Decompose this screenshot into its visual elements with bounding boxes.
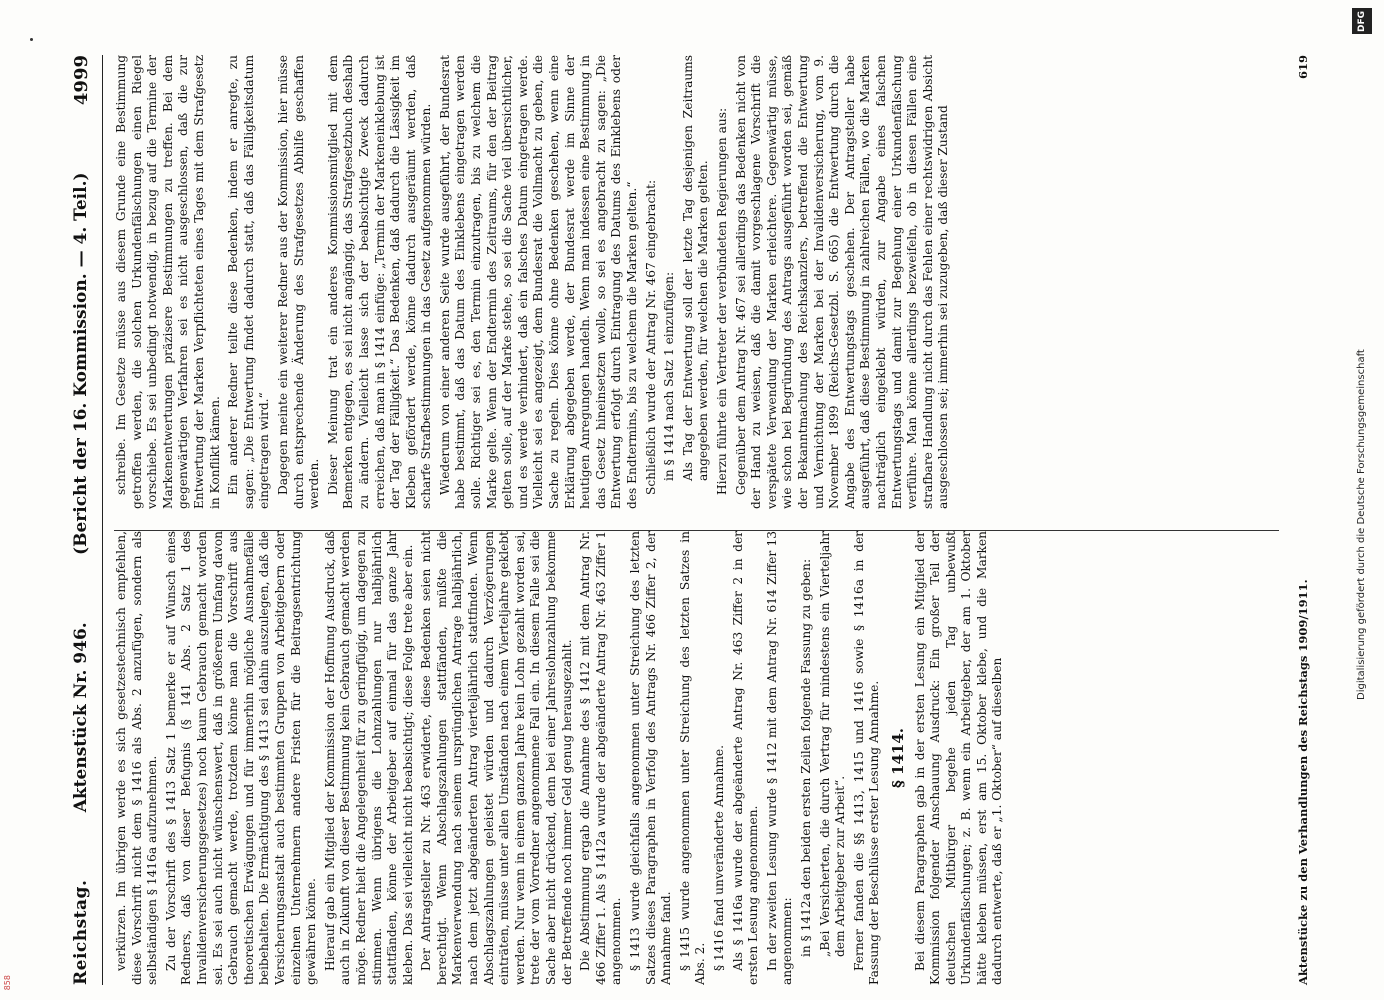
rotated-page-content [60, 55, 1330, 985]
section-heading: § 1414. [888, 727, 907, 789]
scan-speck [30, 38, 33, 41]
right-column-paragraph: schreibe. Im Gesetze müsse aus diesem Grunde eine Bestimmung getroffen werden, die solchen Urkundenfälschungen einen Riegel vorschiebe. Es sei unbedingt notwendig, in bezug auf die Termine der Markenentwertungen präzisere Bestimmungen zu treffen. Bei dem gegenwärtigen Verfahren sei es nicht ausgeschlossen, daß die zur Entwertung der Marken Verpflichteten eines Tages mit dem Strafgesetz in Konflikt kämen. [114, 55, 222, 509]
corner-stamp: 858 [3, 975, 12, 991]
left-column-paragraph: Als § 1416a wurde der abgeänderte Antrag Nr. 463 Ziffer 2 in der ersten Lesung angenommen. [730, 531, 761, 985]
right-column-paragraph: Ein anderer Redner teilte diese Bedenken, indem er anregte, zu sagen: „Die Entwertung findet dadurch statt, daß das Fälligkeitsdatum eingetragen wird.“ [226, 55, 272, 509]
left-column-paragraph: Die Abstimmung ergab die Annahme des § 1412 mit dem Antrag Nr. 466 Ziffer 1. Als § 1412a wurde der abgeänderte Antrag Nr. 463 Ziffer 1 angenommen. [578, 531, 624, 985]
left-column-paragraph: Bei diesem Paragraphen gab in der ersten Lesung ein Mitglied der Kommission folgender Anschauung Ausdruck: Ein großer Teil der deutschen Mitbürger begehe jeden Tag unbewußt Urkundenfälschungen; z. B. wenn ein Arbeitgeber, der am 1. Oktober hätte kleben müssen, erst am 15. Oktober klebe, und die Marken dadurch entwerte, daß er „1. Oktober“ auf dieselben [912, 531, 1005, 985]
text-columns [114, 55, 1279, 985]
column-separator [114, 530, 1279, 531]
left-column-paragraph: Ferner fanden die §§ 1413, 1415 und 1416 sowie § 1416a in der Fassung der Beschlüsse erster Lesung Annahme. [851, 531, 882, 985]
left-column-paragraph: verkürzen. Im übrigen werde es sich gesetzestechnisch empfehlen, diese Vorschrift nicht dem § 1416 als Abs. 2 anzufügen, sondern als selbständigen § 1416a aufzunehmen. [114, 531, 160, 985]
right-column [114, 55, 1279, 509]
header-title: (Bericht der 16. Kommission. — 4. Teil.) [71, 172, 91, 555]
right-column-paragraph: Gegenüber dem Antrag Nr. 467 sei allerdings das Bedenken nicht von der Hand zu weisen, daß die damit vorgeschlagene Vorschrift die verspätete Verwendung der Marken erleichtere. Gegenwärtig müsse, wie schon bei Begründung des Antrags ausgeführt worden sei, gemäß der Bekanntmachung des Reichskanzlers, betreffend die Entwertung und Vernichtung der Marken bei der Invalidenversicherung, vom 9. November 1899 (Reichs-Gesetzbl. S. 665) die Entwertung durch die Angabe des Entwertungstags geschehen. Der Antragsteller habe ausgeführt, daß diese Bestimmung in zahlreichen Fällen, wo die Marken nachträglich eingeklebt würden, zur Angabe eines falschen Entwertungstags und damit zur Begehung einer Urkundenfälschung verführe. Man könne allerdings bezweifeln, ob in diesen Fällen eine strafbare Handlung nicht durch das Fehlen einer rechtswidrigen Absicht ausgeschlossen sei; immerhin sei zuzugeben, daß dieser Zustand [733, 55, 951, 509]
right-column-paragraph: Hierzu führte ein Vertreter der verbündeten Regierungen aus: [714, 107, 729, 495]
page-header [60, 55, 103, 985]
footer-left: Aktenstücke zu den Verhandlungen des Reichstags 1909/1911. [1296, 579, 1310, 985]
right-column-paragraph: Als Tag der Entwertung soll der letzte Tag desjenigen Zeitraums angegeben werden, für welchen die Marken gelten. [680, 55, 711, 481]
left-column-paragraph: § 1413 wurde gleichfalls angenommen unter Streichung des letzten Satzes dieses Paragraphen in Verfolg des Antrags Nr. 466 Ziffer 2, der Annahme fand. [628, 531, 674, 985]
right-column-paragraph: Dieser Meinung trat ein anderes Kommissionsmitglied mit dem Bemerken entgegen, es sei nicht angängig, das Strafgesetzbuch deshalb zu ändern. Vielleicht lasse sich der beabsichtigte Zweck dadurch erreichen, daß man in § 1414 einfüge: „Termin der Markeneinklebung ist der Tag der Fälligkeit.“ Das Bedenken, daß dadurch die Lässigkeit im Kleben gefördert werde, könne dadurch ausgeräumt werden, daß scharfe Strafbestimmungen in das Gesetz aufgenommen würden. [325, 55, 434, 509]
left-column-paragraph: § 1415 wurde angenommen unter Streichung des letzten Satzes in Abs. 2. [677, 531, 708, 985]
left-column-paragraph: § 1416 fand unveränderte Annahme. [711, 745, 726, 971]
left-column-paragraph: Der Antragsteller zu Nr. 463 erwiderte, diese Bedenken seien nicht berechtigt. Wenn Abschlagszahlungen stattfänden, müßte die Markenverwendung nach seinem ursprünglichen Antrage halbjährlich, nach dem jetzt abgeänderten Antrag vierteljährlich stattfinden. Wenn Abschlagszahlungen geleistet würden und dadurch Verzögerungen einträten, müsse unter allen Umständen nach einem Vierteljahre geklebt werden. Nur wenn in einem ganzen Jahre kein Lohn gezahlt worden sei, trete der vom Vorredner angenommene Fall ein. In diesem Falle sei die Sache aber nicht drückend, denn bei einer Jahreslohnzahlung bekomme der Betreffende noch immer Geld genug herausgezahlt. [419, 531, 574, 985]
left-column-paragraph: Zu der Vorschrift des § 1413 Satz 1 bemerke er auf Wunsch eines Redners, daß von dieser Befugnis (§ 141 Abs. 2 Satz 1 des Invalidenversicherungsgesetzes) noch kaum Gebrauch gemacht worden sei. Es sei auch nicht wünschenswert, daß in größerem Umfang davon Gebrauch gemacht werde, trotzdem könne man die Vorschrift aus theoretischen Erwägungen und für immerhin mögliche Ausnahmefälle beibehalten. Die Ermächtigung des § 1413 sei dahin auszulegen, daß die Versicherungsanstalt auch bestimmten Gruppen von Arbeitgebern oder einzelnen Unternehmern andere Fristen für die Beitragsentrichtung gewähren könne. [163, 531, 319, 985]
left-column-paragraph: In der zweiten Lesung wurde § 1412 mit dem Antrag Nr. 614 Ziffer 13 angenommen: [764, 531, 795, 985]
header-left: Reichstag. [71, 879, 91, 985]
right-column-paragraph: Schließlich wurde der Antrag Nr. 467 eingebracht: [643, 179, 658, 495]
right-column-paragraph: in § 1414 nach Satz 1 einzufügen: [662, 271, 677, 481]
digitization-credit: Digitalisierung gefördert durch die Deutsche Forschungsgemeinschaft [1356, 349, 1367, 700]
right-column-paragraph: Wiederum von einer anderen Seite wurde ausgeführt, der Bundesrat habe bestimmt, daß das Datum des Einklebens eingetragen werden solle. Richtiger sei es, den Termin einzutragen, bis zu welchem die Marke gelte. Wenn der Endtermin des Zeitraums, für den der Beitrag gelten solle, auf der Marke stehe, so sei die Sache viel übersichtlicher, und es werde verhindert, daß ein falsches Datum eingetragen werde. Vielleicht sei es angezeigt, dem Bundesrat die Vollmacht zu geben, die Sache zu regeln. Dies könne ohne Bedenken geschehen, wenn eine Erklärung abgegeben werde, der Bundesrat werde im Sinne der heutigen Anregungen handeln. Wenn man indessen eine Bestimmung in das Gesetz hineinsetzen wolle, so sei es angebracht zu sagen: „Die Entwertung erfolgt durch Eintragung des Datums des Einklebens oder des Endtermins, bis zu welchem die Marken gelten.“ [437, 55, 639, 509]
left-column-paragraph: „Bei Versicherten, die durch Vertrag für mindestens ein Vierteljahr dem Arbeitgeber zur Arbeit“. [817, 531, 848, 957]
page-number: 4999 [70, 55, 92, 106]
footer-right: 619 [1296, 55, 1310, 80]
header-center: Aktenstück Nr. 946. [71, 622, 91, 813]
dfg-logo: DFG [1352, 8, 1372, 34]
left-column-paragraph: Hierauf gab ein Mitglied der Kommission der Hoffnung Ausdruck, daß auch in Zukunft von dieser Bestimmung kein Gebrauch gemacht werden möge. Redner hielt die Angelegenheit für zu geringfügig, um dagegen zu stimmen. Wenn übrigens die Lohnzahlungen nur halbjährlich stattfänden, könne der Arbeitgeber auf einmal für das ganze Jahr kleben. Das sei vielleicht nicht beabsichtigt; diese Folge trete aber ein. [322, 531, 415, 985]
page-footer [1288, 55, 1318, 985]
right-column-paragraph: Dagegen meinte ein weiterer Redner aus der Kommission, hier müsse durch entsprechende Änderung des Strafgesetzes Abhilfe geschaffen werden. [275, 55, 322, 509]
left-column-paragraph: in § 1412a den beiden ersten Zeilen folgende Fassung zu geben: [798, 558, 813, 957]
left-column [114, 531, 1279, 985]
